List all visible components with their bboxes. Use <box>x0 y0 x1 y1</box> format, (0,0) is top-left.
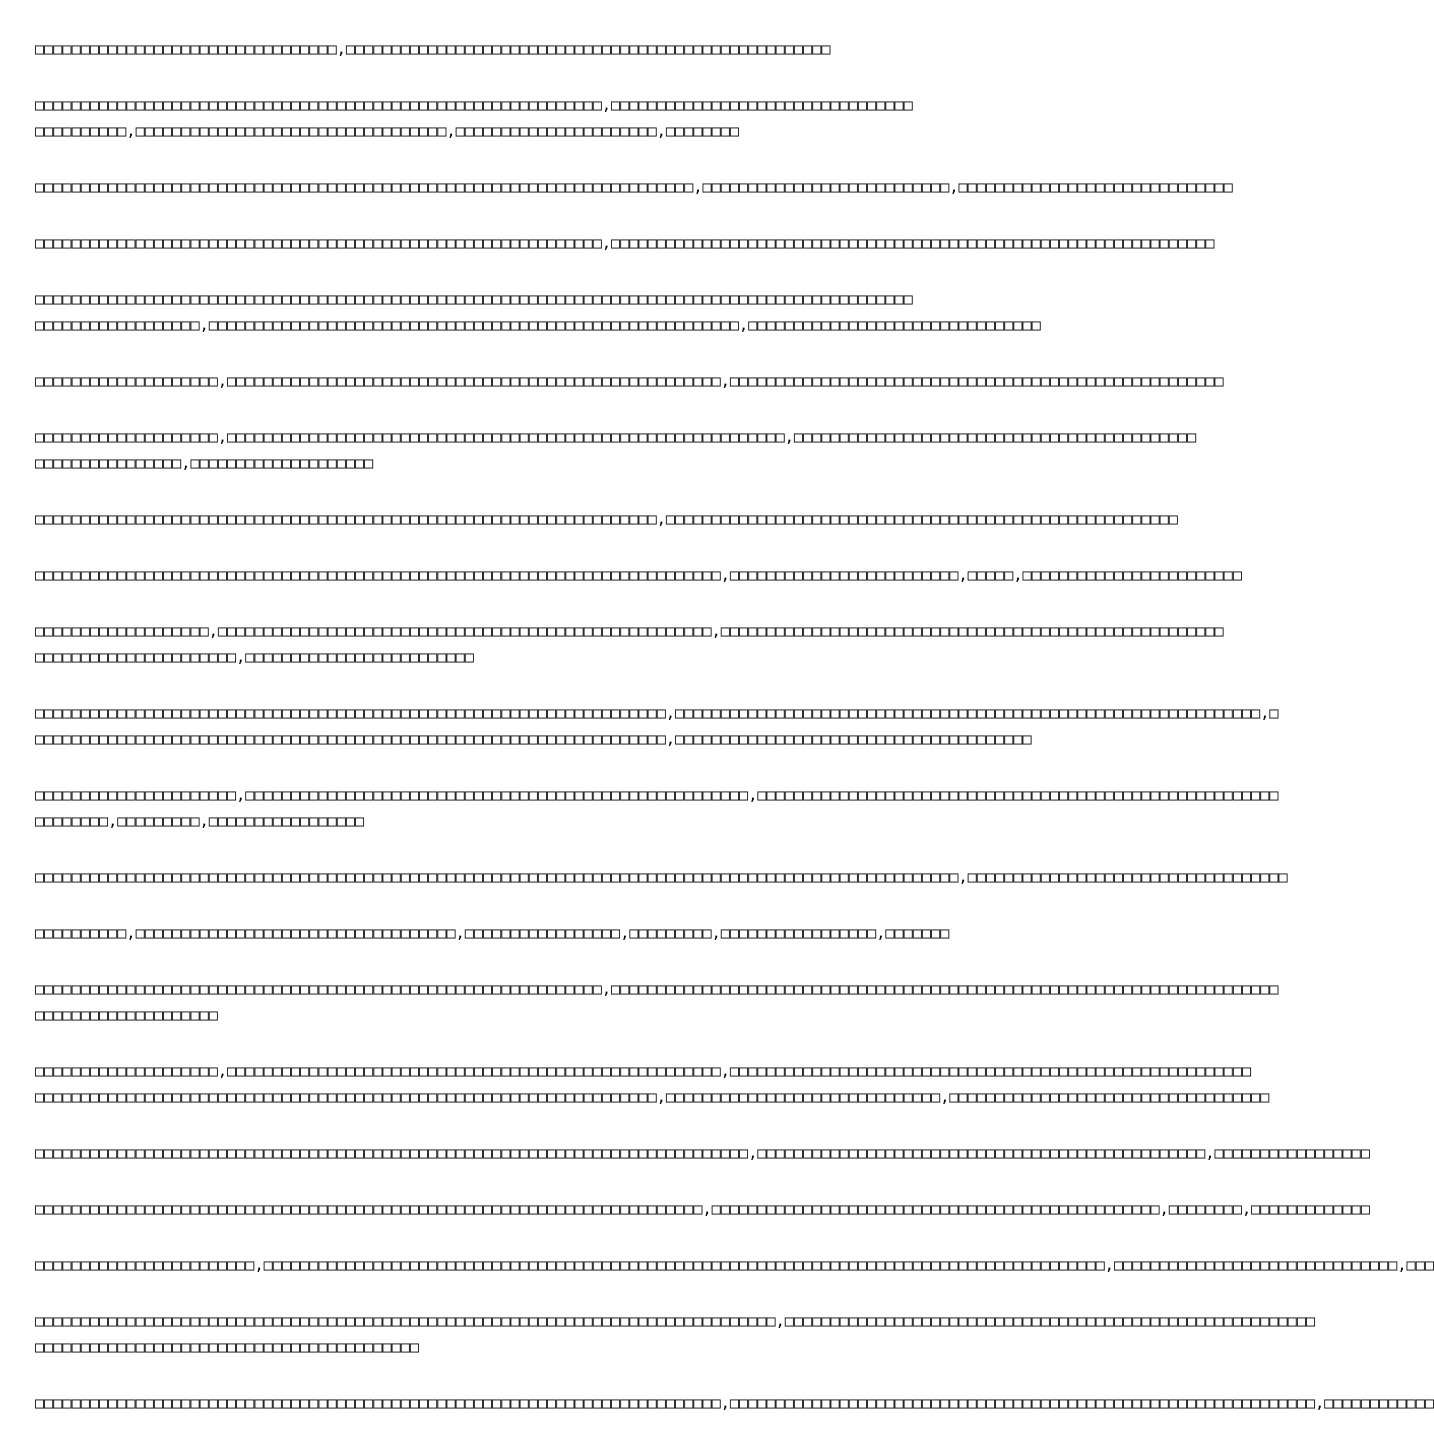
paragraph: □□□□□□□□□□□□□□□□□□□□,□□□□□□□□□□□□□□□□□□□□□□□□□□□□□□□□□□□□□□□□□□□□□□□□□□□□□□,□□□□□□□□□□□□□□□□□□□□□□□□□□□□□□□□□□□□□□□□□□□□□□□□□□□□□□ <box>35 372 1224 390</box>
paragraph: □□□□□□□□□□□□□□□□□□□□□□□□□□□□□□□□□□□□□□□□□□□□□□□□□□□□□□□□□□□□□□□□□□□□□□□□□□□,□□□□□□□□□□□□□□□□□□□□□□□□□,□□□□□,□□□□□□□□□□□□□□□□□□□□□□□□ <box>35 566 1242 584</box>
paragraph: □□□□□□□□□□□□□□□□□□□□□□□□□□□□□□□□□□□□□□□□□□□□□□□□□□□□□□□□□□□□□□□□□□□□□□□□□□□□□□□□□□□□□□□□□□□□□□□□□□□□□,□□□□□□□□□□□□□□□□□□□□□□□□□□□□□□□□□□□ <box>35 868 1288 886</box>
paragraph: □□□□□□□□□□,□□□□□□□□□□□□□□□□□□□□□□□□□□□□□□□□□□□,□□□□□□□□□□□□□□□□□,□□□□□□□□□,□□□□□□□□□□□□□□□□□,□□□□□□□ <box>35 924 950 942</box>
paragraph: □□□□□□□□□□□□□□□□□□□□,□□□□□□□□□□□□□□□□□□□□□□□□□□□□□□□□□□□□□□□□□□□□□□□□□□□□□□□□□□□□□,□□□□□□□□□□□□□□□□□□□□□□□□□□□□□□□□□□□□□□□□□□□□ □□□□□□□□□□□□□□□□,□□□□□□□□□□□□□□□□□□□□ <box>35 428 1197 472</box>
paragraph: □□□□□□□□□□□□□□□□□□□□,□□□□□□□□□□□□□□□□□□□□□□□□□□□□□□□□□□□□□□□□□□□□□□□□□□□□□□,□□□□□□□□□□□□□□□□□□□□□□□□□□□□□□□□□□□□□□□□□□□□□□□□□□□□□□□□□ □□□□□□□□□□□□□□□□□□□□□□□□□□□□□□□□□□□□□□□□□□□□□□□□□□□□□□□□□□□□□□□□□□□□,□□□□□□□□□□□□□□□□□□□□□□□□□□□□□□,□□□□□□□□□□□□□□□□□□□□□□□□□□□□□□□□□□□ <box>35 1062 1270 1106</box>
paragraph: □□□□□□□□□□□□□□□□□□□□□□□□□□□□□□□□□□□□□□□□□□□□□□□□□□□□□□□□□□□□□□,□□□□□□□□□□□□□□□□□□□□□□□□□□□□□□□□□ □□□□□□□□□□,□□□□□□□□□□□□□□□□□□□□□□□□□□□□□□□□□□,□□□□□□□□□□□□□□□□□□□□□□,□□□□□□□□ <box>35 96 913 140</box>
paragraph: □□□□□□□□□□□□□□□□□□□□□□,□□□□□□□□□□□□□□□□□□□□□□□□□□□□□□□□□□□□□□□□□□□□□□□□□□□□□□□,□□□□□□□□□□□□□□□□□□□□□□□□□□□□□□□□□□□□□□□□□□□□□□□□□□□□□□□□□ □□□□□□□□,□□□□□□□□□,□□□□□□□□□□□□□□□□□ <box>35 786 1279 830</box>
paragraph: □□□□□□□□□□□□□□□□□□□□□□□□□□□□□□□□□□□□□□□□□□□□□□□□□□□□□□□□□□□□□□□□□□□□□□□□□□□□□□□□□□□□□□□□□□□□□□□□ □□□□□□□□□□□□□□□□□□,□□□□□□□□□□□□□□□□□□□□□□□□□□□□□□□□□□□□□□□□□□□□□□□□□□□□□□□□□□,□□□□□□□□□□□□□□□□□□□□□□□□□□□□□□□□ <box>35 290 1041 334</box>
paragraph: □□□□□□□□□□□□□□□□□□□□□□□□□□□□□□□□□,□□□□□□□□□□□□□□□□□□□□□□□□□□□□□□□□□□□□□□□□□□□□□□□□□□□□□ <box>35 40 831 58</box>
paragraph: □□□□□□□□□□□□□□□□□□□□□□□□,□□□□□□□□□□□□□□□□□□□□□□□□□□□□□□□□□□□□□□□□□□□□□□□□□□□□□□□□□□□□□□□□□□□□□□□□□□□□□□□□□□□□□□□□□□□□,□□□□□□□□□□□□□□□□□□□□□□□□□□□□□□□,□□□ <box>35 1256 1434 1274</box>
document-body <box>35 36 1434 1446</box>
paragraph: □□□□□□□□□□□□□□□□□□□□□□□□□□□□□□□□□□□□□□□□□□□□□□□□□□□□□□□□□□□□□□□□□□□□□,□□□□□□□□□□□□□□□□□□□□□□□□□□□□□□□□□□□□□□□□□□□□□□□□□□□□□□□□□□□□□□□□,□ □□□□□□□□□□□□□□□□□□□□□□□□□□□□□□□□□□□□□□□□□□□□□□□□□□□□□□□□□□□□□□□□□□□□□,□□□□□□□□□□□□□□□□□□□□□□□□□□□□□□□□□□□□□□□ <box>35 704 1279 748</box>
paragraph: □□□□□□□□□□□□□□□□□□□□□□□□□□□□□□□□□□□□□□□□□□□□□□□□□□□□□□□□□□□□□□□□□□□□□□□□□□□□□□,□□□□□□□□□□□□□□□□□□□□□□□□□□□□□□□□□□□□□□□□□□□□□□□□□,□□□□□□□□□□□□□□□□□ <box>35 1144 1370 1162</box>
paragraph: □□□□□□□□□□□□□□□□□□□□□□□□□□□□□□□□□□□□□□□□□□□□□□□□□□□□□□□□□□□□□□□□□□□□□□□□□□□,□□□□□□□□□□□□□□□□□□□□□□□□□□□□□□□□□□□□□□□□□□□□□□□□□□□□□□□□□□□□□□□□,□□□□□□□□□□□□ <box>35 1394 1434 1412</box>
paragraph: □□□□□□□□□□□□□□□□□□□□□□□□□□□□□□□□□□□□□□□□□□□□□□□□□□□□□□□□□□□□□□,□□□□□□□□□□□□□□□□□□□□□□□□□□□□□□□□□□□□□□□□□□□□□□□□□□□□□□□□□□□□□□□□□□□□□□□□□ □□□□□□□□□□□□□□□□□□□□ <box>35 980 1279 1024</box>
paragraph: □□□□□□□□□□□□□□□□□□□□□□□□□□□□□□□□□□□□□□□□□□□□□□□□□□□□□□□□□□□□□□,□□□□□□□□□□□□□□□□□□□□□□□□□□□□□□□□□□□□□□□□□□□□□□□□□□□□□□□□□□□□□□□□□□ <box>35 234 1215 252</box>
paragraph: □□□□□□□□□□□□□□□□□□□□□□□□□□□□□□□□□□□□□□□□□□□□□□□□□□□□□□□□□□□□□□□□□□□□,□□□□□□□□□□□□□□□□□□□□□□□□□□□□□□□□□□□□□□□□□□□□□□□□□□□□□□□□ <box>35 510 1178 528</box>
paragraph: □□□□□□□□□□□□□□□□□□□□□□□□□□□□□□□□□□□□□□□□□□□□□□□□□□□□□□□□□□□□□□□□□□□□□□□□□□□□□□□□□,□□□□□□□□□□□□□□□□□□□□□□□□□□□□□□□□□□□□□□□□□□□□□□□□□□□□□□□□□□ □□□□□□□□□□□□□□□□□□□□□□□□□□□□□□□□□□□□□□□□□□ <box>35 1312 1316 1356</box>
paragraph: □□□□□□□□□□□□□□□□□□□□□□□□□□□□□□□□□□□□□□□□□□□□□□□□□□□□□□□□□□□□□□□□□□□□□□□□,□□□□□□□□□□□□□□□□□□□□□□□□□□□,□□□□□□□□□□□□□□□□□□□□□□□□□□□□□□ <box>35 178 1233 196</box>
paragraph: □□□□□□□□□□□□□□□□□□□□□□□□□□□□□□□□□□□□□□□□□□□□□□□□□□□□□□□□□□□□□□□□□□□□□□□□□,□□□□□□□□□□□□□□□□□□□□□□□□□□□□□□□□□□□□□□□□□□□□□□□□□,□□□□□□□□,□□□□□□□□□□□□□ <box>35 1200 1370 1218</box>
paragraph: □□□□□□□□□□□□□□□□□□□,□□□□□□□□□□□□□□□□□□□□□□□□□□□□□□□□□□□□□□□□□□□□□□□□□□□□□□,□□□□□□□□□□□□□□□□□□□□□□□□□□□□□□□□□□□□□□□□□□□□□□□□□□□□□□□ □□□□□□□□□□□□□□□□□□□□□□,□□□□□□□□□□□□□□□□□□□□□□□□□ <box>35 622 1224 666</box>
